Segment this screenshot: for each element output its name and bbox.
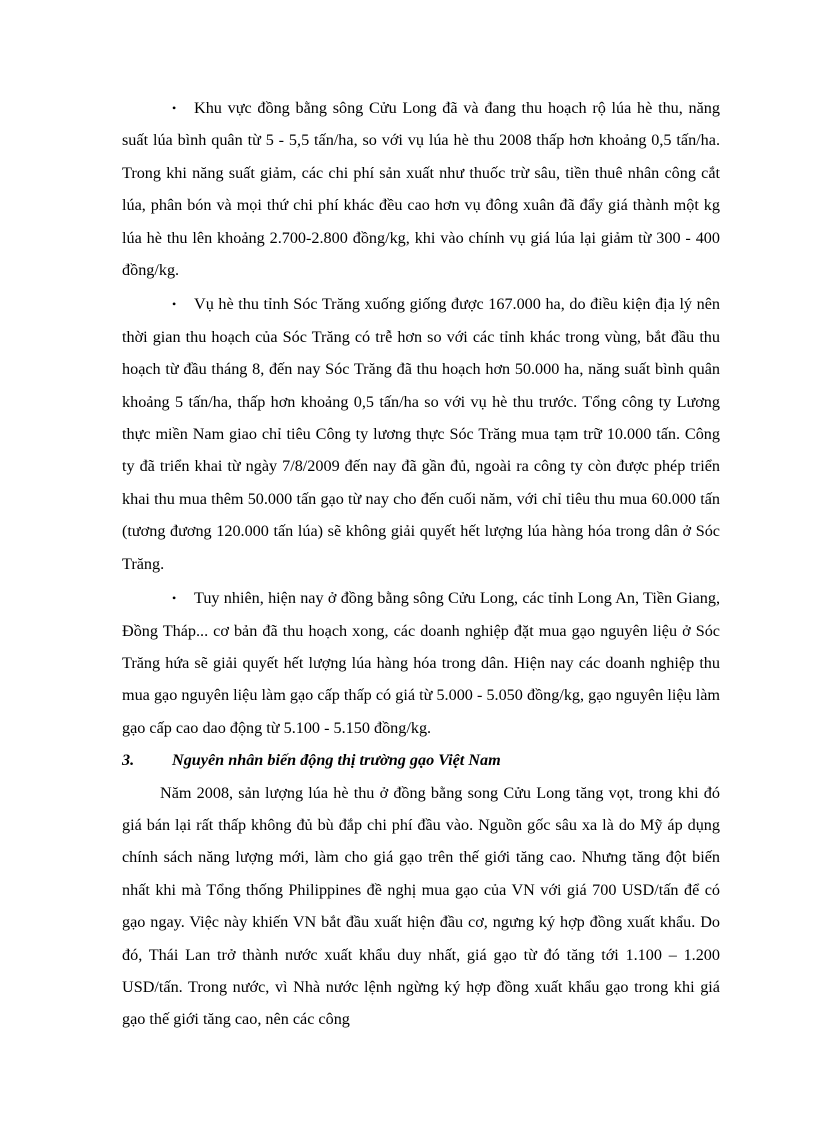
- bullet-paragraph-prices: [122, 582, 720, 744]
- bullet-paragraph-harvest: [122, 92, 720, 286]
- bullet-text: Khu vực đồng bằng sông Cửu Long đã và đang thu hoạch rộ lúa hè thu, năng suất lúa bình quân từ 5 - 5,5 tấn/ha, so với vụ lúa hè thu 2008 thấp hơn khoảng 0,5 tấn/ha. Trong khi năng suất giảm, các chi phí sản xuất như thuốc trừ sâu, tiền thuê nhân công cắt lúa, phân bón và mọi thứ chi phí khác đều cao hơn vụ đông xuân đã đẩy giá thành một kg lúa hè thu lên khoảng 2.700-2.800 đồng/kg, khi vào chính vụ giá lúa lại giảm từ 300 - 400 đồng/kg.: [122, 99, 720, 280]
- bullet-icon: •: [172, 101, 177, 115]
- bullet-icon: •: [172, 591, 177, 606]
- bullet-text: Vụ hè thu tỉnh Sóc Trăng xuống giống được 167.000 ha, do điều kiện địa lý nên thời gian thu hoạch của Sóc Trăng có trễ hơn so với các tỉnh khác trong vùng, bắt đầu thu hoạch từ đầu tháng 8, đến nay Sóc Trăng đã thu hoạch hơn 50.000 ha, năng suất bình quân khoảng 5 tấn/ha, thấp hơn khoảng 0,5 tấn/ha so với vụ hè thu trước. Tổng công ty Lương thực miền Nam giao chỉ tiêu Công ty lương thực Sóc Trăng mua tạm trữ 10.000 tấn. Công ty đã triển khai từ ngày 7/8/2009 đến nay đã gần đủ, ngoài ra công ty còn được phép triển khai thu mua thêm 50.000 tấn gạo từ nay cho đến cuối năm, với chỉ tiêu thu mua 60.000 tấn (tương đương 120.000 tấn lúa) sẽ không giải quyết hết lượng lúa hàng hóa trong dân ở Sóc Trăng.: [122, 295, 720, 573]
- document-page: [122, 92, 720, 1036]
- bullet-icon: •: [172, 297, 177, 312]
- section-title: Nguyên nhân biến động thị trường gạo Việt Nam: [172, 751, 501, 770]
- section-number: 3.: [122, 751, 135, 770]
- bullet-paragraph-soc-trang: [122, 288, 720, 580]
- section-heading: [122, 744, 720, 776]
- body-paragraph: Năm 2008, sản lượng lúa hè thu ở đồng bằng song Cửu Long tăng vọt, trong khi đó giá bán lại rất thấp không đủ bù đắp chi phí đầu vào. Nguồn gốc sâu xa là do Mỹ áp dụng chính sách năng lượng mới, làm cho giá gạo trên thế giới tăng cao. Nhưng tăng đột biến nhất khi mà Tổng thống Philippines đề nghị mua gạo của VN với giá 700 USD/tấn để có gạo ngay. Việc này khiến VN bắt đầu xuất hiện đầu cơ, ngưng ký hợp đồng xuất khẩu. Do đó, Thái Lan trở thành nước xuất khẩu duy nhất, giá gạo từ đó tăng tới 1.100 – 1.200 USD/tấn. Trong nước, vì Nhà nước lệnh ngừng ký hợp đồng xuất khẩu gạo trong khi giá gạo thế giới tăng cao, nên các công: [122, 783, 720, 1029]
- bullet-text: Tuy nhiên, hiện nay ở đồng bằng sông Cửu Long, các tỉnh Long An, Tiền Giang, Đồng Tháp... cơ bản đã thu hoạch xong, các doanh nghiệp đặt mua gạo nguyên liệu ở Sóc Trăng hứa sẽ giải quyết hết lượng lúa hàng hóa trong dân. Hiện nay các doanh nghiệp thu mua gạo nguyên liệu làm gạo cấp thấp có giá từ 5.000 - 5.050 đồng/kg, gạo nguyên liệu làm gạo cấp cao dao động từ 5.100 - 5.150 đồng/kg.: [122, 589, 720, 737]
